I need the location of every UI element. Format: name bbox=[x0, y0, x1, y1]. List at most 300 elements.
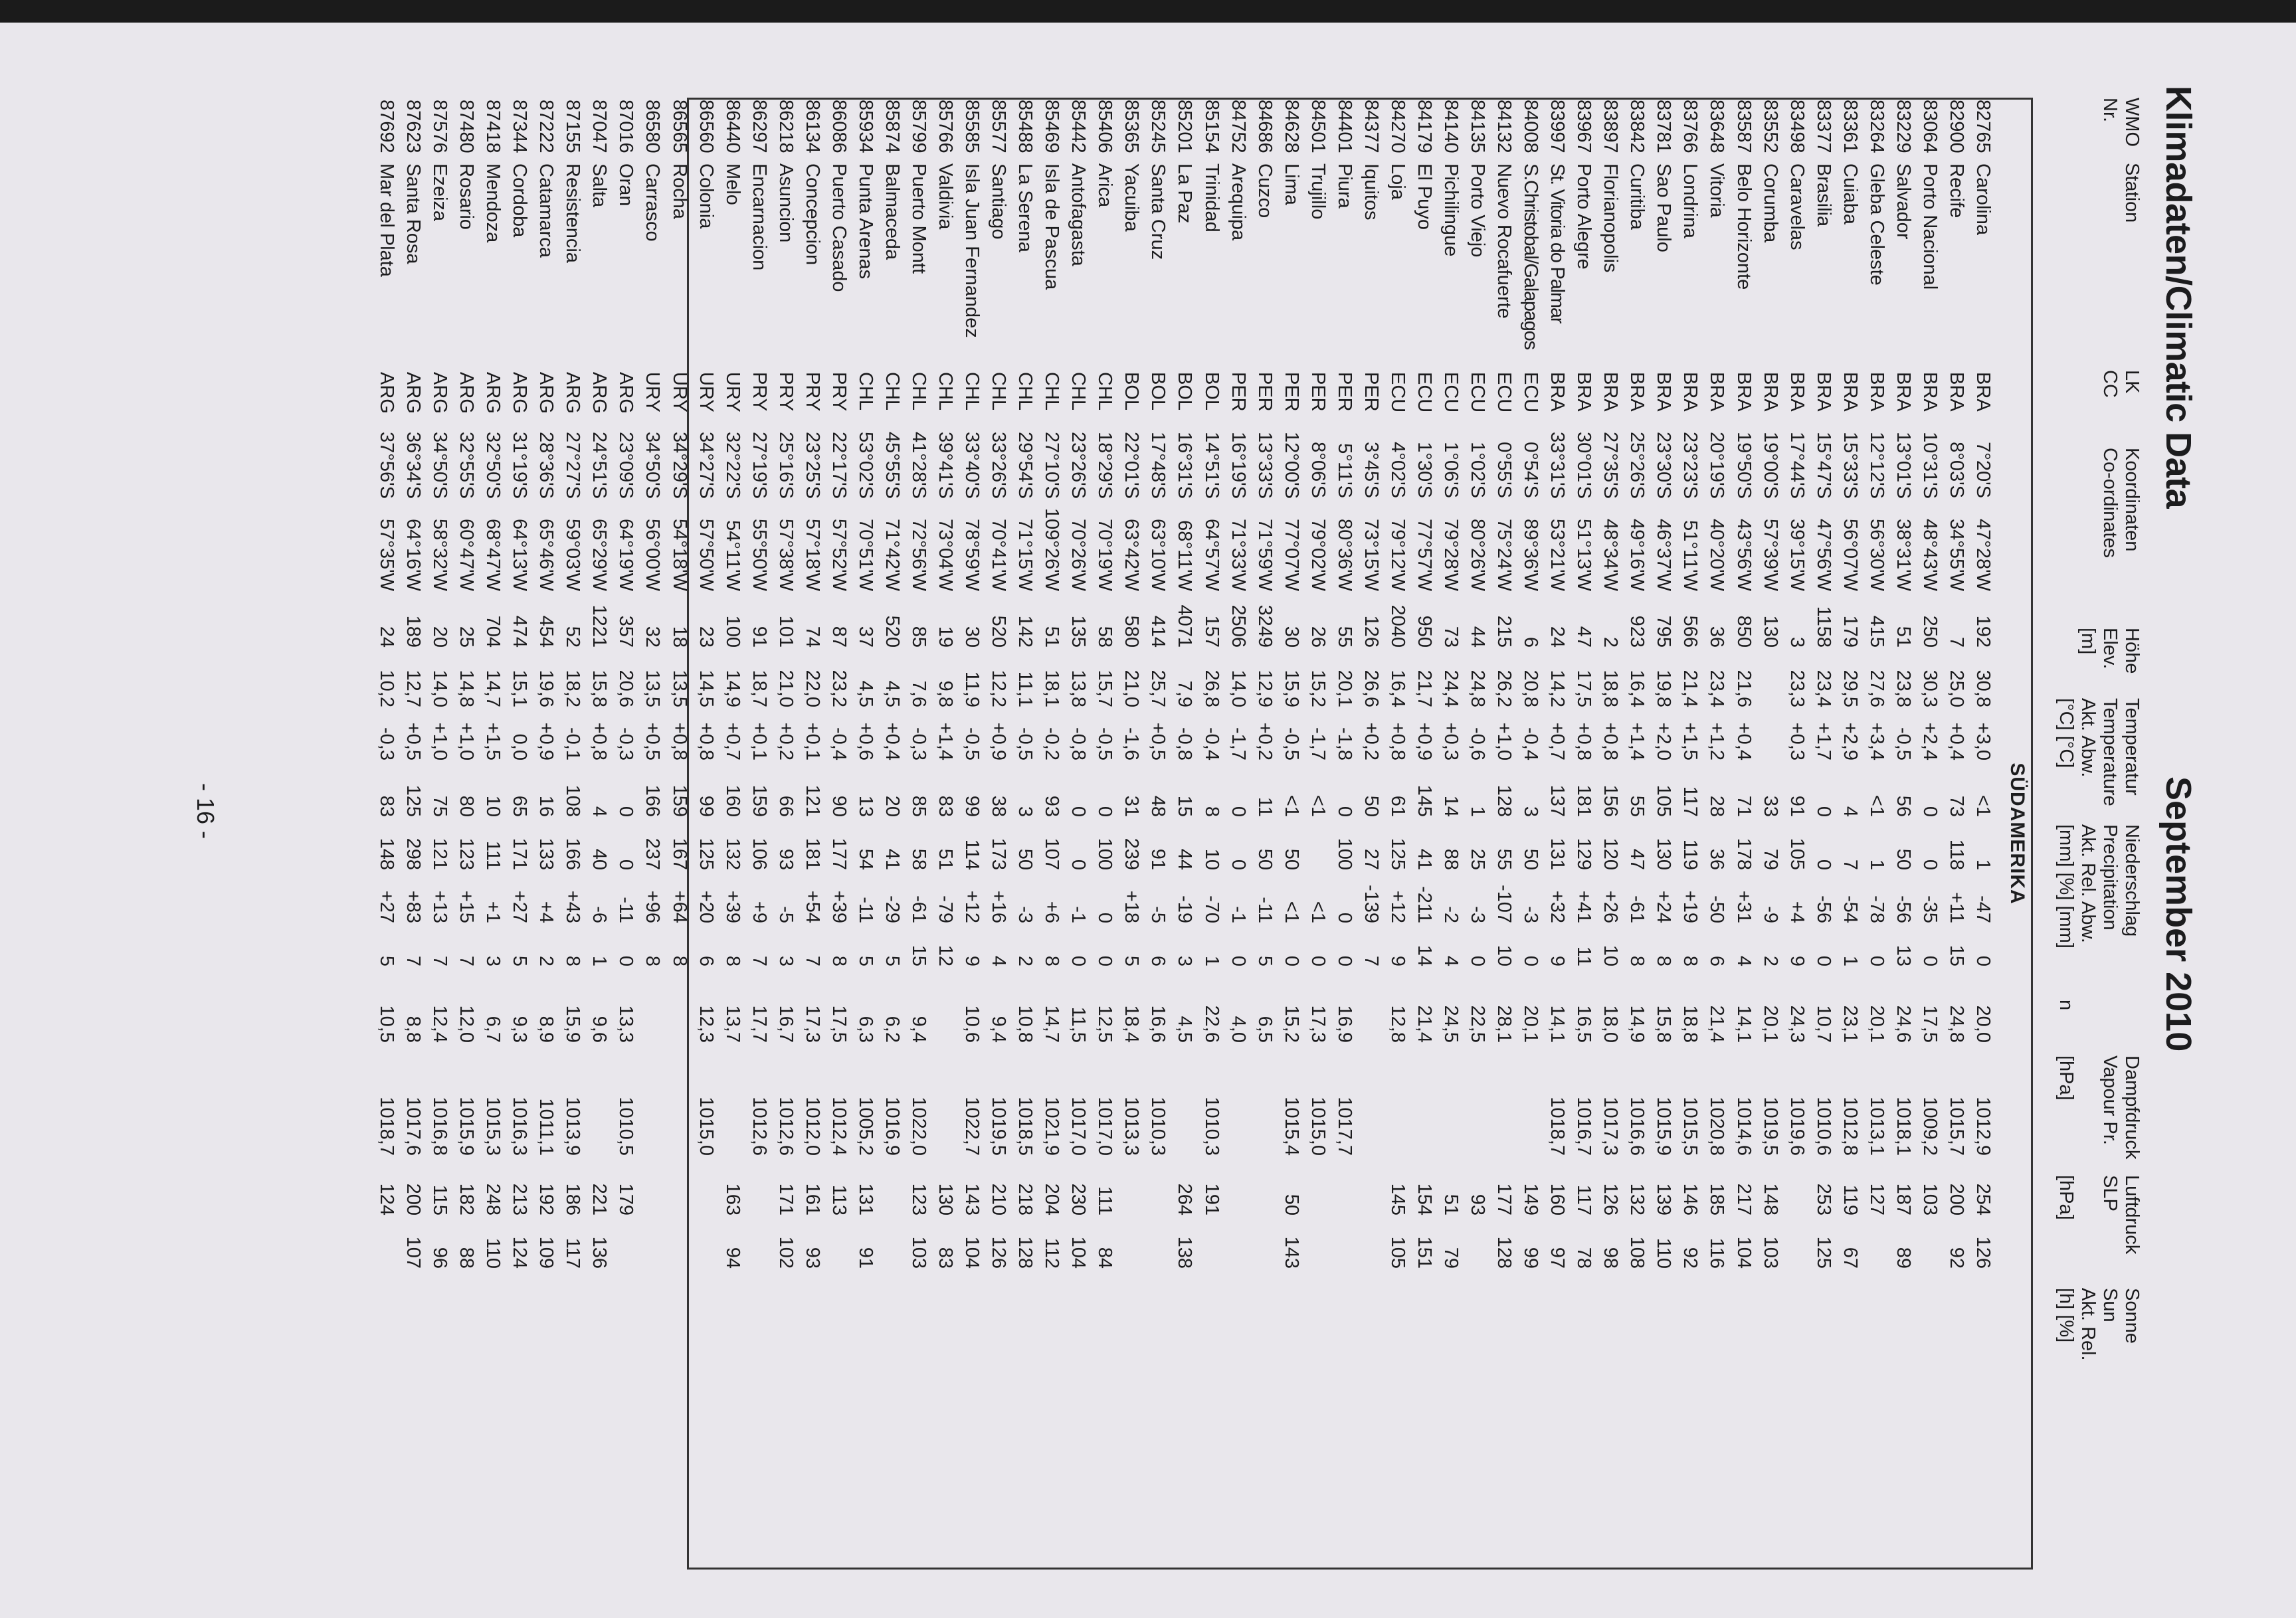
precip-days: 3 bbox=[775, 955, 797, 966]
vapour-pressure: 9,3 bbox=[509, 1016, 531, 1043]
precip-relative: 25 bbox=[1467, 848, 1489, 870]
table-row bbox=[1677, 100, 1703, 1568]
precip-days: 4 bbox=[1440, 955, 1462, 966]
longitude: 54°18'W bbox=[668, 518, 690, 591]
latitude: 17°44'S bbox=[1786, 432, 1808, 499]
precip-deviation: <1 bbox=[1280, 901, 1302, 923]
precip-days: 7 bbox=[748, 955, 770, 966]
precip-deviation: +39 bbox=[721, 890, 743, 923]
table-row bbox=[480, 100, 506, 1568]
temp-actual: 26,2 bbox=[1493, 670, 1515, 707]
table-row bbox=[640, 100, 666, 1568]
latitude: 32°55'S bbox=[456, 432, 478, 499]
precip-deviation: -107 bbox=[1493, 884, 1515, 923]
temp-deviation: -0,5 bbox=[1280, 727, 1302, 761]
sun-relative: 92 bbox=[1679, 1247, 1701, 1269]
longitude: 68°47'W bbox=[482, 518, 504, 591]
longitude: 56°07'W bbox=[1839, 518, 1861, 591]
precip-actual: 85 bbox=[908, 795, 929, 817]
temp-actual: 15,1 bbox=[509, 670, 531, 707]
elevation: 415 bbox=[1866, 615, 1887, 648]
sun-hours: 93 bbox=[1467, 1194, 1489, 1215]
precip-deviation: -29 bbox=[881, 895, 903, 923]
temp-deviation: -1,7 bbox=[1227, 727, 1249, 761]
vapour-pressure: 12,8 bbox=[1387, 1005, 1408, 1043]
precip-actual: <1 bbox=[1866, 794, 1887, 817]
precip-days: 7 bbox=[1360, 955, 1382, 966]
precip-actual: 137 bbox=[1547, 784, 1569, 817]
vapour-pressure: 24,8 bbox=[1945, 1005, 1967, 1043]
latitude: 16°31'S bbox=[1174, 432, 1196, 499]
elevation: 704 bbox=[482, 615, 504, 648]
wmo-nr: 83552 bbox=[1759, 100, 1781, 153]
vapour-pressure: 18,0 bbox=[1600, 1005, 1622, 1043]
sun-relative: 110 bbox=[1653, 1237, 1675, 1269]
precip-deviation: +13 bbox=[429, 890, 451, 923]
sun-hours: 253 bbox=[1812, 1183, 1834, 1215]
precip-days: 1 bbox=[1839, 955, 1861, 966]
sun-hours: 218 bbox=[1014, 1183, 1036, 1215]
latitude: 22°17'S bbox=[828, 432, 850, 499]
elevation: 357 bbox=[615, 615, 637, 648]
precip-actual: 83 bbox=[935, 795, 957, 817]
country-code: BRA bbox=[1972, 372, 1994, 412]
elevation: 923 bbox=[1626, 615, 1648, 648]
longitude: 79°02'W bbox=[1307, 518, 1329, 591]
vapour-pressure: 17,7 bbox=[748, 1005, 770, 1043]
sun-relative: 125 bbox=[1812, 1236, 1834, 1269]
precip-actual: 156 bbox=[1600, 784, 1622, 817]
latitude: 27°27'S bbox=[562, 432, 584, 499]
station-name: Arica bbox=[1094, 163, 1116, 208]
precip-relative: 51 bbox=[935, 848, 957, 870]
precip-days: 8 bbox=[642, 955, 664, 966]
latitude: 25°16'S bbox=[775, 432, 797, 499]
vapour-pressure: 12,4 bbox=[429, 1005, 451, 1043]
latitude: 36°34'S bbox=[403, 432, 425, 499]
precip-relative: 50 bbox=[1014, 848, 1036, 870]
precip-relative: 50 bbox=[1892, 848, 1914, 870]
sea-level-pressure: 1015,9 bbox=[456, 1097, 478, 1156]
wmo-nr: 83377 bbox=[1812, 100, 1834, 153]
latitude: 16°19'S bbox=[1227, 432, 1249, 499]
sun-hours: 51 bbox=[1440, 1194, 1462, 1215]
precip-deviation: +24 bbox=[1653, 890, 1675, 923]
temp-actual: 19,8 bbox=[1653, 670, 1675, 707]
vapour-pressure: 9,4 bbox=[988, 1016, 1010, 1043]
precip-deviation: <1 bbox=[1307, 901, 1329, 923]
temp-deviation: +0,3 bbox=[1786, 722, 1808, 761]
country-code: ARG bbox=[376, 372, 397, 414]
precip-days: 0 bbox=[1866, 955, 1887, 966]
precip-days: 0 bbox=[1520, 955, 1542, 966]
temp-actual: 9,8 bbox=[935, 680, 957, 707]
longitude: 68°11'W bbox=[1174, 520, 1196, 591]
latitude: 32°22'S bbox=[721, 432, 743, 499]
precip-deviation: +12 bbox=[1387, 890, 1408, 923]
precip-relative: 118 bbox=[1945, 839, 1967, 870]
longitude: 80°36'W bbox=[1333, 518, 1355, 591]
temp-actual: 20,8 bbox=[1520, 670, 1542, 707]
temp-actual: 12,2 bbox=[988, 670, 1010, 707]
temp-actual: 11,9 bbox=[961, 671, 983, 707]
sun-relative: 104 bbox=[1733, 1236, 1755, 1269]
country-code: ARG bbox=[615, 372, 637, 414]
vapour-pressure: 17,5 bbox=[828, 1005, 850, 1043]
precip-actual: 1 bbox=[1467, 806, 1489, 817]
precip-actual: 61 bbox=[1387, 795, 1408, 817]
temp-deviation: +2,0 bbox=[1653, 722, 1675, 761]
table-row bbox=[533, 100, 559, 1568]
country-code: CHL bbox=[854, 372, 876, 411]
station-name: Trujillo bbox=[1307, 163, 1329, 220]
precip-days: 9 bbox=[1547, 955, 1569, 966]
precip-actual: 20 bbox=[881, 795, 903, 817]
station-name: Porto Viejo bbox=[1467, 163, 1489, 258]
latitude: 22°01'S bbox=[1121, 432, 1143, 499]
vapour-pressure: 14,7 bbox=[1041, 1005, 1063, 1043]
precip-days: 2 bbox=[1014, 955, 1036, 966]
precip-actual: 38 bbox=[988, 795, 1010, 817]
elevation: 74 bbox=[801, 626, 823, 648]
precip-deviation: -79 bbox=[935, 895, 957, 923]
temp-deviation: -0,8 bbox=[1174, 727, 1196, 761]
station-name: Encarnacion bbox=[748, 163, 770, 271]
latitude: 29°54'S bbox=[1014, 432, 1036, 499]
precip-actual: 50 bbox=[1360, 795, 1382, 817]
table-row bbox=[1464, 100, 1491, 1568]
precip-actual: 181 bbox=[1573, 784, 1595, 817]
latitude: 23°09'S bbox=[615, 432, 637, 499]
header-precipitation: Niederschlag Precipitation Akt. Rel. Abw. [mm] [%] [mm] bbox=[2056, 824, 2143, 948]
temp-deviation: +1,5 bbox=[482, 722, 504, 761]
precip-relative: 132 bbox=[721, 838, 743, 870]
vapour-pressure: 20,0 bbox=[1972, 1005, 1994, 1043]
sun-hours: 111 bbox=[1094, 1186, 1116, 1215]
sun-hours: 264 bbox=[1174, 1183, 1196, 1215]
wmo-nr: 83064 bbox=[1919, 100, 1941, 153]
country-code: CHL bbox=[961, 372, 983, 411]
precip-days: 0 bbox=[1094, 955, 1116, 966]
temp-deviation: +2,4 bbox=[1919, 722, 1941, 761]
station-name: Puerto Montt bbox=[908, 163, 929, 274]
table-row bbox=[586, 100, 613, 1568]
wmo-nr: 85201 bbox=[1174, 100, 1196, 153]
temp-actual: 15,9 bbox=[1280, 670, 1302, 707]
wmo-nr: 86297 bbox=[748, 100, 770, 153]
station-name: Brasilia bbox=[1812, 163, 1834, 227]
temp-actual: 25,0 bbox=[1945, 670, 1967, 707]
precip-actual: 55 bbox=[1626, 795, 1648, 817]
vapour-pressure: 16,5 bbox=[1573, 1005, 1595, 1043]
temp-actual: 15,7 bbox=[1094, 670, 1116, 707]
sea-level-pressure: 1016,3 bbox=[509, 1097, 531, 1156]
temp-actual: 30,8 bbox=[1972, 670, 1994, 707]
temp-deviation: +0,8 bbox=[1600, 722, 1622, 761]
elevation: 192 bbox=[1972, 615, 1994, 648]
sea-level-pressure: 1012,0 bbox=[801, 1097, 823, 1156]
longitude: 34°55'W bbox=[1945, 518, 1967, 591]
latitude: 32°50'S bbox=[482, 432, 504, 499]
vapour-pressure: 8,9 bbox=[535, 1016, 557, 1043]
vapour-pressure: 10,7 bbox=[1812, 1005, 1834, 1043]
sea-level-pressure: 1019,6 bbox=[1786, 1097, 1808, 1156]
table-row bbox=[879, 100, 906, 1568]
country-code: PRY bbox=[748, 372, 770, 412]
precip-actual: 166 bbox=[642, 784, 664, 817]
temp-actual: 24,8 bbox=[1467, 670, 1489, 707]
country-code: BRA bbox=[1759, 372, 1781, 412]
temp-deviation: -1,8 bbox=[1333, 727, 1355, 761]
precip-deviation: +18 bbox=[1121, 890, 1143, 923]
elevation: 850 bbox=[1733, 615, 1755, 648]
elevation: 1158 bbox=[1812, 606, 1834, 648]
temp-actual: 21,6 bbox=[1733, 670, 1755, 707]
vapour-pressure: 13,7 bbox=[721, 1005, 743, 1043]
elevation: 87 bbox=[828, 626, 850, 648]
elevation: 157 bbox=[1200, 615, 1222, 648]
country-code: ECU bbox=[1440, 372, 1462, 413]
longitude: 63°10'W bbox=[1147, 518, 1169, 591]
precip-relative: 91 bbox=[1147, 848, 1169, 870]
vapour-pressure: 20,1 bbox=[1866, 1005, 1887, 1043]
latitude: 27°35'S bbox=[1600, 432, 1622, 499]
precip-deviation: 0 bbox=[1094, 912, 1116, 923]
precip-actual: 125 bbox=[403, 784, 425, 817]
elevation: 25 bbox=[456, 626, 478, 648]
wmo-nr: 83361 bbox=[1839, 100, 1861, 153]
temp-deviation: +0,6 bbox=[854, 722, 876, 761]
sun-hours: 213 bbox=[509, 1183, 531, 1215]
elevation: 32 bbox=[642, 626, 664, 648]
elevation: 91 bbox=[748, 626, 770, 648]
table-row bbox=[1757, 100, 1784, 1568]
sea-level-pressure: 1005,2 bbox=[854, 1097, 876, 1156]
table-row bbox=[1704, 100, 1731, 1568]
precip-relative: 114 bbox=[961, 839, 983, 870]
longitude: 47°28'W bbox=[1972, 518, 1994, 591]
precip-days: 5 bbox=[881, 955, 903, 966]
temp-deviation: +0,8 bbox=[589, 722, 611, 761]
precip-relative: 41 bbox=[881, 848, 903, 870]
elevation: 36 bbox=[1706, 626, 1728, 648]
precip-days: 15 bbox=[908, 944, 929, 966]
sea-level-pressure: 1012,4 bbox=[828, 1097, 850, 1156]
sun-relative: 98 bbox=[1600, 1247, 1622, 1269]
sun-hours: 115 bbox=[429, 1184, 451, 1215]
table-row bbox=[506, 100, 533, 1568]
elevation: 566 bbox=[1679, 615, 1701, 648]
sun-relative: 104 bbox=[1068, 1236, 1090, 1269]
precip-deviation: -3 bbox=[1520, 906, 1542, 923]
wmo-nr: 86580 bbox=[642, 100, 664, 153]
page-number: - 16 - bbox=[192, 783, 219, 840]
vapour-pressure: 12,5 bbox=[1094, 1005, 1116, 1043]
sea-level-pressure: 1019,5 bbox=[988, 1097, 1010, 1156]
precip-relative: 50 bbox=[1520, 848, 1542, 870]
wmo-nr: 84140 bbox=[1440, 100, 1462, 153]
header-vapour: Dampfdruck Vapour Pr. [hPa] bbox=[2056, 1055, 2143, 1160]
precip-days: 8 bbox=[1626, 955, 1648, 966]
precip-days: 0 bbox=[1812, 955, 1834, 966]
wmo-nr: 87692 bbox=[376, 100, 397, 153]
table-row bbox=[719, 100, 746, 1568]
precip-relative: 121 bbox=[429, 838, 451, 870]
temp-deviation: +0,1 bbox=[801, 722, 823, 761]
latitude: 15°47'S bbox=[1812, 432, 1834, 499]
precip-days: 0 bbox=[1068, 955, 1090, 966]
temp-actual: 15,2 bbox=[1307, 670, 1329, 707]
sun-relative: 128 bbox=[1493, 1236, 1515, 1269]
temp-deviation: +0,8 bbox=[1573, 722, 1595, 761]
wmo-nr: 84270 bbox=[1387, 100, 1408, 153]
precip-days: 13 bbox=[1892, 944, 1914, 966]
table-row bbox=[666, 100, 693, 1568]
table-row bbox=[1571, 100, 1597, 1568]
table-row bbox=[1305, 100, 1331, 1568]
wmo-nr: 85488 bbox=[1014, 100, 1036, 153]
precip-deviation: +11 bbox=[1945, 891, 1967, 923]
precip-deviation: -70 bbox=[1200, 895, 1222, 923]
longitude: 57°38'W bbox=[775, 518, 797, 591]
table-row bbox=[1917, 100, 1943, 1568]
temp-deviation: +0,4 bbox=[1945, 722, 1967, 761]
temp-deviation: -0,5 bbox=[1014, 727, 1036, 761]
vapour-pressure: 20,1 bbox=[1759, 1005, 1781, 1043]
latitude: 19°50'S bbox=[1733, 432, 1755, 499]
vapour-pressure: 18,8 bbox=[1679, 1005, 1701, 1043]
sun-hours: 191 bbox=[1200, 1183, 1222, 1215]
elevation: 51 bbox=[1041, 626, 1063, 648]
latitude: 13°33'S bbox=[1254, 432, 1276, 499]
table-row bbox=[852, 100, 879, 1568]
elevation: 215 bbox=[1493, 615, 1515, 648]
wmo-nr: 82900 bbox=[1945, 100, 1967, 153]
precip-actual: 31 bbox=[1121, 795, 1143, 817]
precip-relative: 40 bbox=[589, 848, 611, 870]
precip-actual: 8 bbox=[1200, 806, 1222, 817]
longitude: 46°37'W bbox=[1653, 518, 1675, 591]
precip-relative: 100 bbox=[1094, 838, 1116, 870]
precip-days: 12 bbox=[935, 944, 957, 966]
month-title: September 2010 bbox=[2158, 776, 2198, 1052]
elevation: 85 bbox=[908, 626, 929, 648]
temp-actual: 21,0 bbox=[1121, 670, 1143, 707]
latitude: 37°56'S bbox=[376, 432, 397, 499]
precip-actual: <1 bbox=[1307, 794, 1329, 817]
table-row bbox=[746, 100, 773, 1568]
country-code: ECU bbox=[1413, 372, 1435, 413]
latitude: 30°01'S bbox=[1573, 432, 1595, 499]
precip-relative: 167 bbox=[668, 838, 690, 870]
temp-actual: 13,5 bbox=[668, 670, 690, 707]
table-row bbox=[1252, 100, 1278, 1568]
precip-relative: 1 bbox=[1866, 859, 1887, 870]
longitude: 64°57'W bbox=[1200, 518, 1222, 591]
precip-relative: 107 bbox=[1041, 838, 1063, 870]
longitude: 64°19'W bbox=[615, 518, 637, 591]
precip-days: 11 bbox=[1573, 946, 1595, 966]
precip-days: 5 bbox=[509, 955, 531, 966]
table-row bbox=[1331, 100, 1358, 1568]
sun-hours: 254 bbox=[1972, 1183, 1994, 1215]
sun-relative: 112 bbox=[1041, 1237, 1063, 1269]
precip-days: 8 bbox=[828, 955, 850, 966]
longitude: 75°24'W bbox=[1493, 518, 1515, 591]
temp-actual: 20,1 bbox=[1333, 670, 1355, 707]
precip-relative: 105 bbox=[1786, 838, 1808, 870]
sun-hours: 119 bbox=[1839, 1184, 1861, 1215]
precip-actual: 56 bbox=[1892, 795, 1914, 817]
temp-deviation: +0,9 bbox=[988, 722, 1010, 761]
precip-actual: 90 bbox=[828, 795, 850, 817]
longitude: 57°39'W bbox=[1759, 518, 1781, 591]
station-name: El Puyo bbox=[1413, 163, 1435, 230]
wmo-nr: 85577 bbox=[988, 100, 1010, 153]
latitude: 34°50'S bbox=[642, 432, 664, 499]
station-name: Yacuiba bbox=[1121, 163, 1143, 232]
temp-actual: 14,2 bbox=[1547, 670, 1569, 707]
station-name: Piura bbox=[1333, 163, 1355, 209]
longitude: 57°35'W bbox=[376, 518, 397, 591]
precip-actual: 16 bbox=[535, 795, 557, 817]
table-row bbox=[1038, 100, 1065, 1568]
station-name: Trinidad bbox=[1200, 163, 1222, 232]
longitude: 39°15'W bbox=[1786, 518, 1808, 591]
precip-days: 5 bbox=[376, 955, 397, 966]
station-name: Colonia bbox=[695, 163, 717, 229]
country-code: BOL bbox=[1147, 372, 1169, 411]
temp-deviation: -0,5 bbox=[961, 727, 983, 761]
temp-actual: 27,6 bbox=[1866, 670, 1887, 707]
precip-deviation: +19 bbox=[1679, 890, 1701, 923]
temp-deviation: +0,8 bbox=[695, 722, 717, 761]
precip-deviation: -78 bbox=[1866, 895, 1887, 923]
table-row bbox=[427, 100, 453, 1568]
latitude: 19°00'S bbox=[1759, 432, 1781, 499]
temp-actual: 20,6 bbox=[615, 670, 637, 707]
precip-days: 0 bbox=[1280, 955, 1302, 966]
sun-hours: 145 bbox=[1387, 1183, 1408, 1215]
temp-actual: 23,3 bbox=[1786, 670, 1808, 707]
sea-level-pressure: 1021,9 bbox=[1041, 1097, 1063, 1156]
vapour-pressure: 18,4 bbox=[1121, 1005, 1143, 1043]
precip-actual: 65 bbox=[509, 795, 531, 817]
precip-actual: <1 bbox=[1972, 794, 1994, 817]
country-code: CHL bbox=[1014, 372, 1036, 411]
temp-deviation: -0,3 bbox=[376, 727, 397, 761]
station-name: Recife bbox=[1945, 163, 1967, 219]
wmo-nr: 83498 bbox=[1786, 100, 1808, 153]
temp-deviation: +1,2 bbox=[1706, 722, 1728, 761]
temp-actual: 12,7 bbox=[403, 670, 425, 707]
elevation: 6 bbox=[1520, 636, 1542, 648]
elevation: 2506 bbox=[1227, 604, 1249, 648]
temp-deviation: +1,5 bbox=[1679, 722, 1701, 761]
sun-relative: 84 bbox=[1094, 1247, 1116, 1269]
station-name: Catamarca bbox=[535, 163, 557, 258]
vapour-pressure: 10,8 bbox=[1014, 1005, 1036, 1043]
table-row bbox=[799, 100, 826, 1568]
elevation: 20 bbox=[429, 626, 451, 648]
precip-days: 0 bbox=[1919, 955, 1941, 966]
country-code: CHL bbox=[1041, 372, 1063, 411]
vapour-pressure: 21,4 bbox=[1413, 1005, 1435, 1043]
country-code: PER bbox=[1280, 372, 1302, 412]
sea-level-pressure: 1013,9 bbox=[562, 1097, 584, 1156]
country-code: ARG bbox=[403, 372, 425, 414]
latitude: 12°00'S bbox=[1280, 432, 1302, 499]
